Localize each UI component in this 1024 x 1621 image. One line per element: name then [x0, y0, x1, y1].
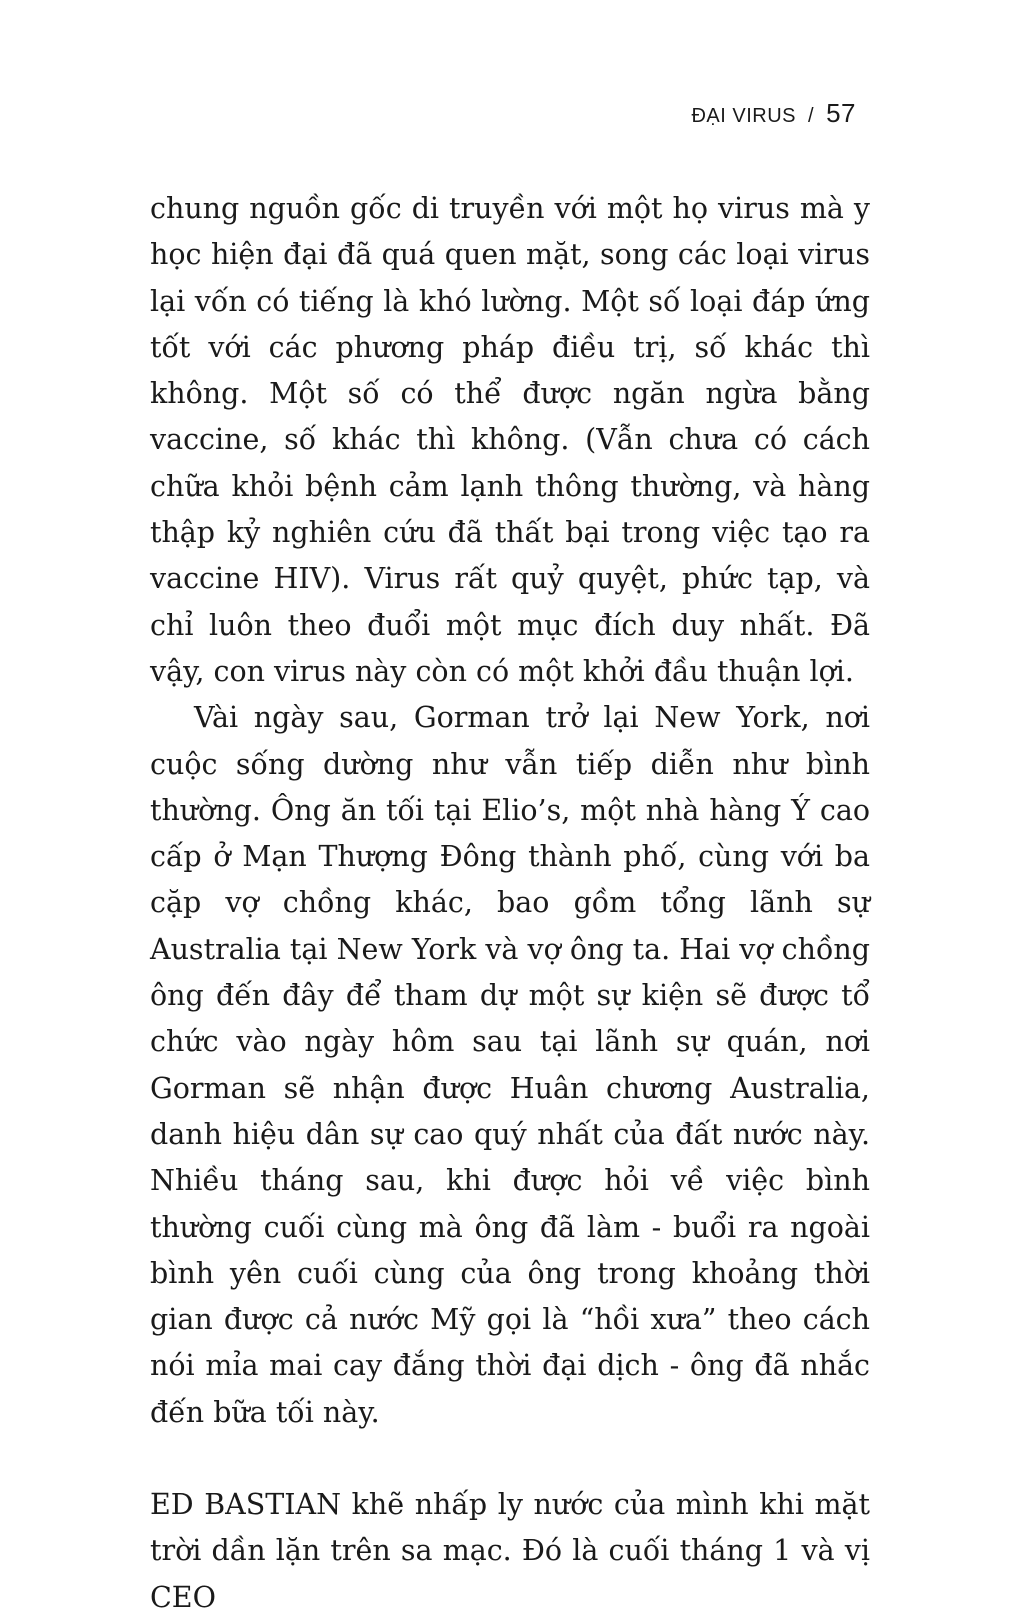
paragraph-ed-bastian: ED BASTIAN khẽ nhấp ly nước của mình khi mặt trời dần lặn trên sa mạc. Đó là cuối tháng 1 và vị CEO [150, 1488, 870, 1614]
body-text [150, 186, 870, 1621]
running-title: ĐẠI VIRUS [691, 105, 797, 127]
paragraph-continuation: chung nguồn gốc di truyền với một họ virus mà y học hiện đại đã quá quen mặt, song các loại virus lại vốn có tiếng là khó lường. Một số loại đáp ứng tốt với các phương pháp điều trị, số khác thì không. Một số có thể được ngăn ngừa bằng vaccine, số khác thì không. (Vẫn chưa có cách chữa khỏi bệnh cảm lạnh thông thường, và hàng thập kỷ nghiên cứu đã thất bại trong việc tạo ra vaccine HIV). Virus rất quỷ quyệt, phức tạp, và chỉ luôn theo đuổi một mục đích duy nhất. Đã vậy, con virus này còn có một khởi đầu thuận lợi. [150, 192, 870, 688]
header-separator: / [808, 105, 815, 127]
paragraph-gorman: Vài ngày sau, Gorman trở lại New York, nơi cuộc sống dường như vẫn tiếp diễn như bình thường. Ông ăn tối tại Elio’s, một nhà hàng Ý cao cấp ở Mạn Thượng Đông thành phố, cùng với ba cặp vợ chồng khác, bao gồm tổng lãnh sự Australia tại New York và vợ ông ta. Hai vợ chồng ông đến đây để tham dự một sự kiện sẽ được tổ chức vào ngày hôm sau tại lãnh sự quán, nơi Gorman sẽ nhận được Huân chương Australia, danh hiệu dân sự cao quý nhất của đất nước này. Nhiều tháng sau, khi được hỏi về việc bình thường cuối cùng mà ông đã làm - buổi ra ngoài bình yên cuối cùng của ông trong khoảng thời gian được cả nước Mỹ gọi là “hồi xưa” theo cách nói mỉa mai cay đắng thời đại dịch - ông đã nhắc đến bữa tối này. [150, 701, 870, 1429]
running-header [691, 98, 856, 129]
page-number: 57 [826, 98, 856, 128]
